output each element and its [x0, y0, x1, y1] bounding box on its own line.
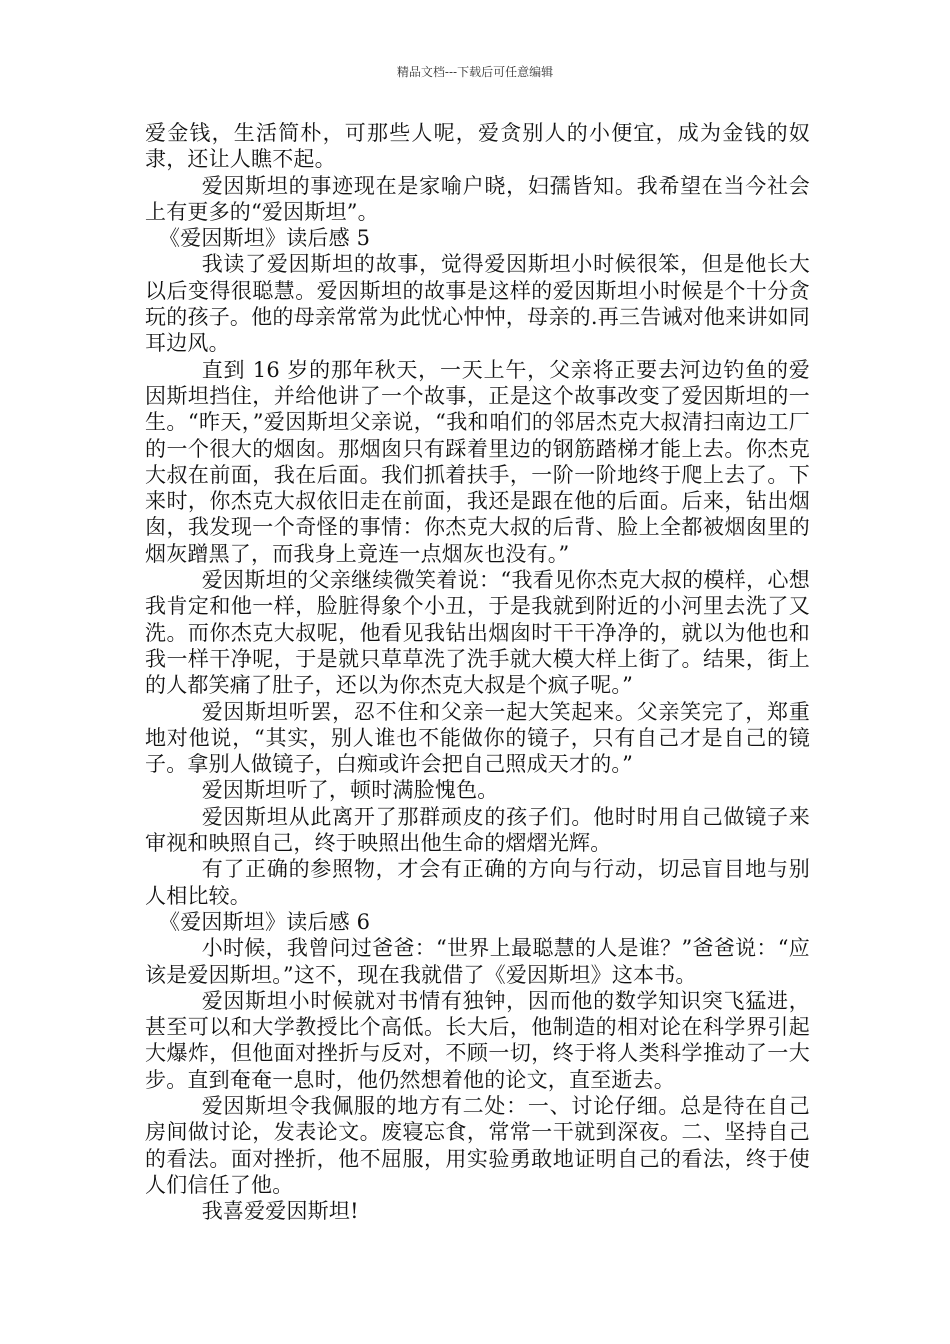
paragraph: 爱因斯坦的事迹现在是家喻户晓，妇孺皆知。我希望在当今社会上有更多的“爱因斯坦”。: [145, 173, 810, 224]
section-heading: 《爱因斯坦》读后感 5: [159, 226, 371, 251]
paragraph: 爱因斯坦的父亲继续微笑着说：“我看见你杰克大叔的模样，心想我肯定和他一样，脸脏得象个小丑，于是我就到附近的小河里去洗了又洗。而你杰克大叔呢，他看见我钻出烟囱时干干净净的，就以为他也和我一样干净呢，于是就只草草洗了洗手就大模大样上街了。结果，街上的人都笑痛了肚子，还以为你杰克大叔是个疯子呢。”: [145, 568, 810, 698]
paragraph: 小时候，我曾问过爸爸：“世界上最聪慧的人是谁？”爸爸说：“应该是爱因斯坦。”这不，现在我就借了《爱因斯坦》这本书。: [145, 936, 810, 987]
document-body: [145, 120, 810, 1224]
paragraph: 爱因斯坦听了，顿时满脸愧色。: [201, 778, 499, 803]
paragraph: 爱因斯坦小时候就对书情有独钟，因而他的数学知识突飞猛进，甚至可以和大学教授比个高低。长大后，他制造的相对论在科学界引起大爆炸，但他面对挫折与反对，不顾一切，终于将人类科学推动了一大步。直到奄奄一息时，他仍然想着他的论文，直至逝去。: [145, 988, 810, 1092]
paragraph: 我读了爱因斯坦的故事，觉得爱因斯坦小时候很笨，但是他长大以后变得很聪慧。爱因斯坦的故事是这样的爱因斯坦小时候是个十分贪玩的孩子。他的母亲常常为此忧心忡忡，母亲的.再三告诫对他来讲如同耳边风。: [145, 252, 810, 356]
paragraph: 爱因斯坦令我佩服的地方有二处：一、讨论仔细。总是待在自己房间做讨论，发表论文。废寝忘食，常常一干就到深夜。二、坚持自己的看法。面对挫折，他不屈服，用实验勇敢地证明自己的看法，终于使人们信任了他。: [145, 1093, 810, 1197]
paragraph: 爱因斯坦从此离开了那群顽皮的孩子们。他时时用自己做镜子来审视和映照自己，终于映照出他生命的熠熠光辉。: [145, 804, 810, 856]
paragraph: 爱金钱，生活简朴，可那些人呢，爱贪别人的小便宜，成为金钱的奴隶，还让人瞧不起。: [145, 121, 810, 172]
paragraph: 直到 16 岁的那年秋天，一天上午，父亲将正要去河边钓鱼的爱因斯坦挡住，并给他讲了一个故事，正是这个故事改变了爱因斯坦的一生。“昨天，”爱因斯坦父亲说，“我和咱们的邻居杰克大叔清扫南边工厂的一个很大的烟囱。那烟囱只有踩着里边的钢筋踏梯才能上去。你杰克大叔在前面，我在后面。我们抓着扶手，一阶一阶地终于爬上去了。下来时，你杰克大叔依旧走在前面，我还是跟在他的后面。后来，钻出烟囱，我发现一个奇怪的事情：你杰克大叔的后背、脸上全都被烟囱里的烟灰蹭黑了，而我身上竟连一点烟灰也没有。”: [145, 357, 810, 566]
page-header: 精品文档---下载后可任意编辑: [396, 65, 554, 79]
paragraph: 爱因斯坦听罢，忍不住和父亲一起大笑起来。父亲笑完了，郑重地对他说，“其实，别人谁也不能做你的镜子，只有自己才是自己的镜子。拿别人做镜子，白痴或许会把自己照成天才的。”: [145, 699, 810, 777]
paragraph: 有了正确的参照物，才会有正确的方向与行动，切忌盲目地与别人相比较。: [145, 857, 810, 908]
paragraph: 我喜爱爱因斯坦!: [201, 1199, 359, 1224]
section-heading: 《爱因斯坦》读后感 6: [159, 909, 371, 934]
